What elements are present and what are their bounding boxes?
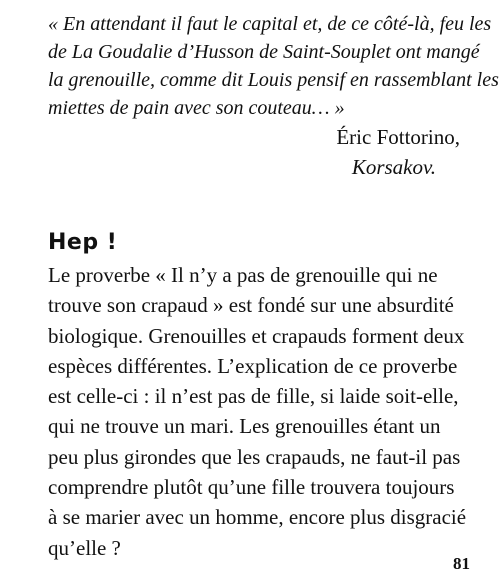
quote-author: Éric Fottorino,: [336, 125, 460, 149]
body-line: comprendre plutôt qu’une fille trouvera toujours: [48, 475, 455, 500]
quote-line: la grenouille, comme dit Louis pensif en rassemblant les: [48, 69, 499, 91]
body-line: peu plus girondes que les crapauds, ne faut-il pas: [48, 444, 461, 469]
body-line: qui ne trouve un mari. Les grenouilles étant un: [48, 414, 441, 439]
quote-line: « En attendant il faut le capital et, de ce côté-là, feu les: [48, 13, 492, 35]
body-line: trouve son crapaud » est fondé sur une absurdité: [48, 293, 454, 318]
body-line: est celle-ci : il n’est pas de fille, si laide soit-elle,: [48, 384, 459, 409]
section-body: [48, 260, 468, 563]
body-line: espèces différentes. L’explication de ce proverbe: [48, 353, 458, 378]
epigraph-quote: [48, 10, 499, 122]
body-line: à se marier avec un homme, encore plus disgracié: [48, 505, 467, 530]
body-line: qu’elle ?: [48, 535, 121, 560]
page-number: 81: [453, 554, 470, 573]
quote-line: miettes de pain avec son couteau… »: [48, 97, 345, 119]
body-line: Le proverbe « Il n’y a pas de grenouille qui ne: [48, 263, 438, 287]
quote-attribution: [336, 122, 460, 182]
body-line: biologique. Grenouilles et crapauds forment deux: [48, 323, 465, 348]
quote-work-title: Korsakov.: [351, 155, 436, 179]
quote-line: de La Goudalie d’Husson de Saint-Souplet ont mangé: [48, 41, 480, 63]
section-heading: Hep !: [48, 230, 118, 255]
